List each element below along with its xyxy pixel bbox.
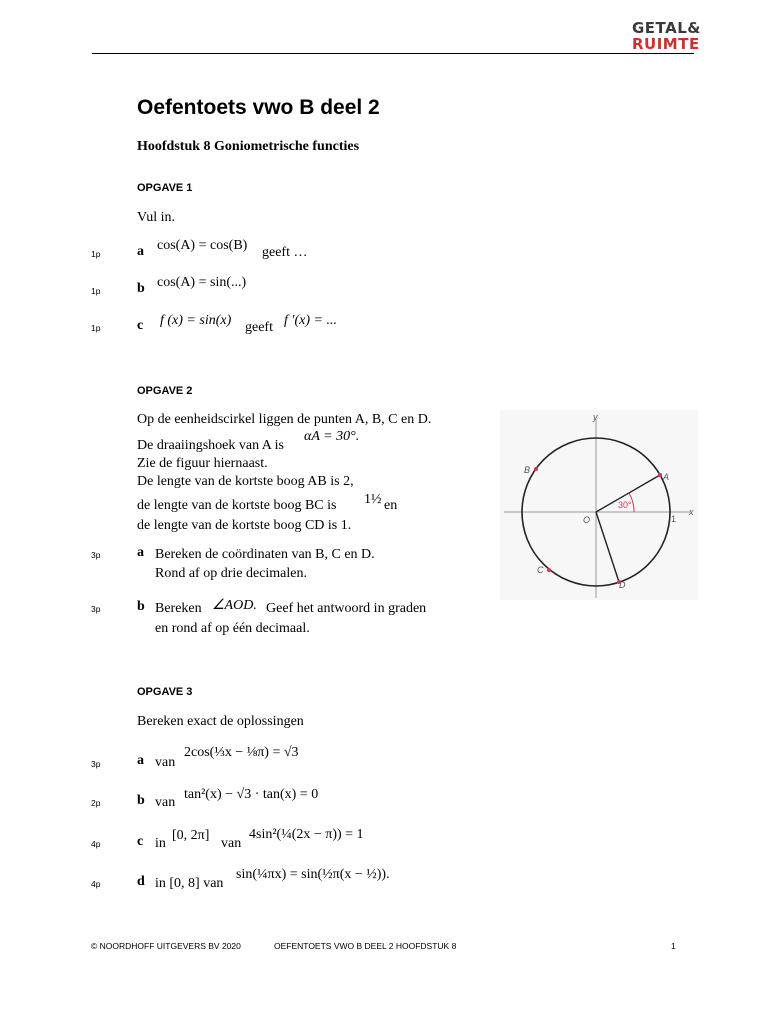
logo-line-1: GETAL&	[632, 19, 701, 37]
opgave-2-line-5-tail: en	[384, 498, 398, 513]
label-1a: a	[137, 244, 144, 259]
formula-1c-left: f (x) = sin(x)	[160, 313, 232, 328]
y-axis-label: y	[593, 412, 598, 422]
opgave-2-line-1: Op de eenheidscirkel liggen de punten A, B, C en D.	[137, 412, 432, 427]
formula-1c-right: f ′(x) = ...	[284, 313, 337, 328]
points-2a: 3p	[91, 550, 101, 560]
point-a-label: A	[663, 472, 670, 482]
text-2a-line-2: Rond af op drie decimalen.	[155, 566, 308, 581]
points-3a: 3p	[91, 759, 101, 769]
formula-angle-aod: ∠AOD.	[212, 598, 257, 613]
page-title: Oefentoets vwo B deel 2	[137, 96, 380, 119]
label-1c: c	[137, 318, 144, 333]
opgave-2-heading: OPGAVE 2	[137, 385, 193, 397]
origin-label: O	[583, 515, 591, 525]
formula-angle-a: αA = 30°.	[304, 429, 360, 444]
points-1a: 1p	[91, 249, 101, 259]
text-3b-pre: van	[155, 795, 176, 810]
x-axis-label: x	[689, 507, 694, 517]
logo-line-2: RUIMTE	[632, 35, 700, 53]
formula-3d: sin(¼πx) = sin(½π(x − ½)).	[236, 867, 390, 882]
header-rule	[92, 53, 694, 54]
label-1b: b	[137, 281, 145, 296]
points-3c: 4p	[91, 839, 101, 849]
point-d-label: D	[619, 580, 626, 590]
publisher-logo	[632, 20, 701, 52]
point-c-label: C	[537, 565, 544, 575]
points-2b: 3p	[91, 604, 101, 614]
one-label: 1	[671, 514, 677, 524]
label-3b: b	[137, 793, 145, 808]
text-3c-mid: van	[221, 836, 242, 851]
unit-circle-figure	[500, 410, 698, 600]
label-2a: a	[137, 545, 144, 560]
formula-1b: cos(A) = sin(...)	[157, 275, 247, 290]
opgave-1-heading: OPGAVE 1	[137, 182, 193, 194]
point-b-label: B	[524, 465, 531, 475]
angle-label: 30°	[618, 500, 632, 510]
label-3d: d	[137, 874, 145, 889]
text-2a-line-1: Bereken de coördinaten van B, C en D.	[155, 547, 375, 562]
points-1c: 1p	[91, 323, 101, 333]
opgave-2-line-5: de lengte van de kortste boog BC is	[137, 498, 337, 513]
formula-3a: 2cos(⅓x − ⅛π) = √3	[184, 745, 299, 760]
formula-1a: cos(A) = cos(B)	[157, 238, 248, 253]
text-2b-line-2: en rond af op één decimaal.	[155, 621, 310, 636]
formula-3c: 4sin²(¼(2x − π)) = 1	[249, 827, 364, 842]
points-1b: 1p	[91, 286, 101, 296]
label-3a: a	[137, 753, 144, 768]
points-3b: 2p	[91, 798, 101, 808]
text-2b-pre: Bereken	[155, 601, 202, 616]
formula-3b: tan²(x) − √3 · tan(x) = 0	[184, 787, 319, 802]
opgave-2-line-6: de lengte van de kortste boog CD is 1.	[137, 518, 352, 533]
page-subtitle: Hoofdstuk 8 Goniometrische functies	[137, 139, 360, 154]
opgave-1-intro: Vul in.	[137, 210, 176, 225]
text-1a-tail: geeft …	[262, 245, 308, 260]
footer-copyright: © NOORDHOFF UITGEVERS BV 2020	[91, 941, 241, 951]
points-3d: 4p	[91, 879, 101, 889]
label-2b: b	[137, 599, 145, 614]
point-a-marker	[658, 473, 662, 477]
opgave-2-line-2: De draaiingshoek van A is	[137, 438, 284, 453]
text-1c-mid: geeft	[245, 320, 273, 335]
formula-3c-interval: [0, 2π]	[172, 828, 210, 843]
footer-page-number: 1	[671, 941, 676, 951]
text-3a-pre: van	[155, 755, 176, 770]
text-2b-post: Geef het antwoord in graden	[266, 601, 427, 616]
opgave-2-line-4: De lengte van de kortste boog AB is 2,	[137, 474, 354, 489]
text-3c-pre: in	[155, 836, 166, 851]
text-3d-pre: in [0, 8] van	[155, 876, 224, 891]
point-b-marker	[534, 467, 538, 471]
opgave-3-heading: OPGAVE 3	[137, 686, 193, 698]
opgave-3-intro: Bereken exact de oplossingen	[137, 714, 304, 729]
label-3c: c	[137, 834, 144, 849]
formula-arc-bc: 1½	[364, 492, 382, 507]
opgave-2-line-3: Zie de figuur hiernaast.	[137, 456, 268, 471]
footer-document-title: OEFENTOETS VWO B DEEL 2 HOOFDSTUK 8	[274, 941, 457, 951]
point-c-marker	[547, 568, 551, 572]
